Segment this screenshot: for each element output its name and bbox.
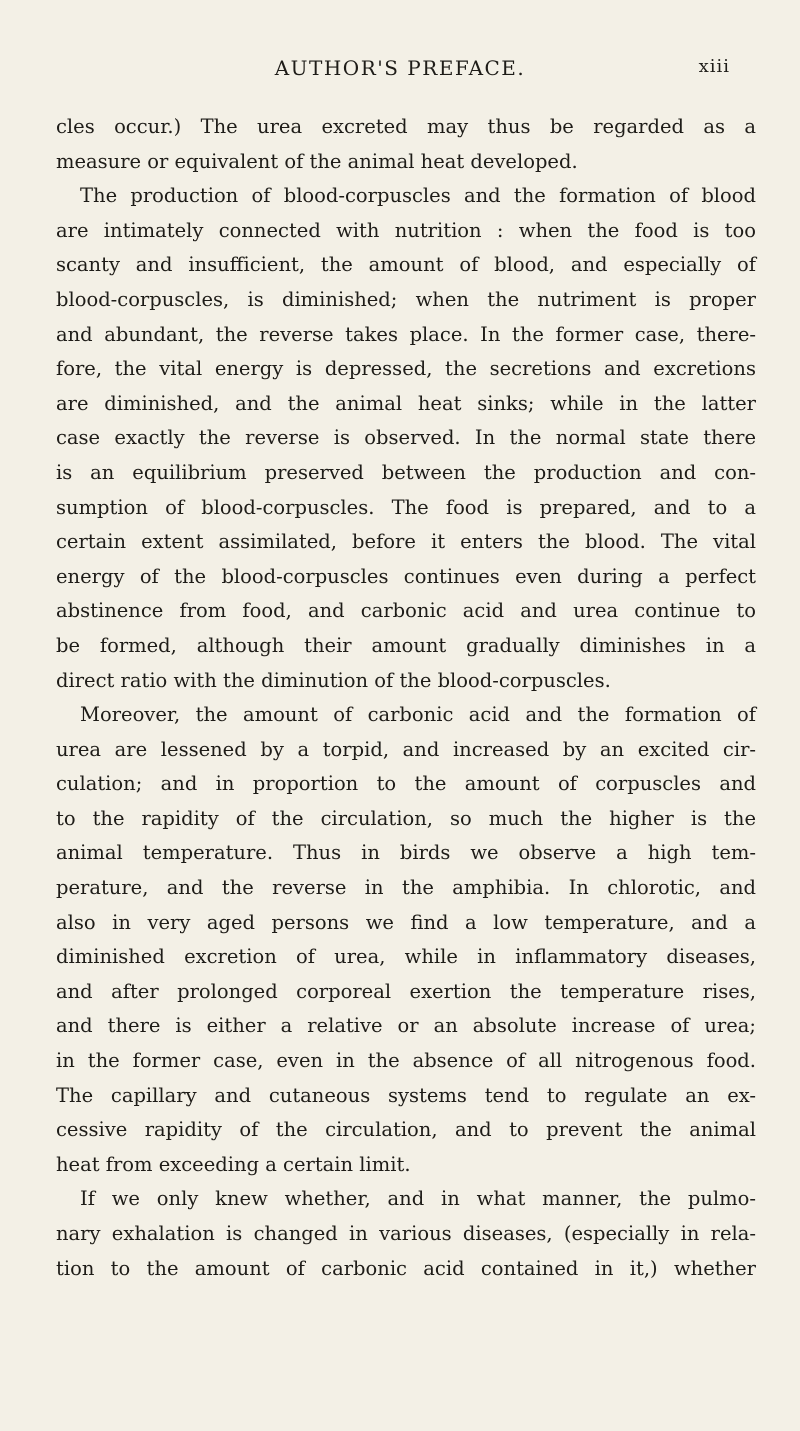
- text-line: perature, and the reverse in the amphibia. In chlorotic, and: [56, 876, 756, 900]
- text-line: are diminished, and the animal heat sinks; while in the latter: [56, 391, 756, 415]
- text-line: fore, the vital energy is depressed, the secretions and excretions: [56, 357, 756, 381]
- text-line: be formed, although their amount gradually diminishes in a: [56, 633, 756, 657]
- text-line: The capillary and cutaneous systems tend to regulate an ex-: [56, 1083, 756, 1107]
- text-line: energy of the blood-corpuscles continues even during a perfect: [56, 564, 756, 588]
- text-line: certain extent assimilated, before it enters the blood. The vital: [56, 530, 756, 554]
- text-line: to the rapidity of the circulation, so much the higher is the: [56, 806, 756, 830]
- text-line: and after prolonged corporeal exertion the temperature rises,: [56, 979, 756, 1003]
- text-line: culation; and in proportion to the amount of corpuscles and: [56, 772, 756, 796]
- page-header: [0, 48, 800, 88]
- text-line: Moreover, the amount of carbonic acid and the formation of: [80, 703, 756, 727]
- text-line: cles occur.) The urea excreted may thus be regarded as a: [56, 115, 756, 138]
- text-line: The production of blood-corpuscles and the formation of blood: [80, 184, 756, 208]
- text-line: sumption of blood-corpuscles. The food is prepared, and to a: [56, 495, 756, 519]
- text-line: tion to the amount of carbonic acid contained in it,) whether: [56, 1256, 756, 1280]
- text-line: nary exhalation is changed in various diseases, (especially in rela-: [56, 1222, 756, 1245]
- text-line: measure or equivalent of the animal heat developed.: [56, 149, 578, 173]
- running-head: AUTHOR'S PREFACE.: [274, 56, 526, 80]
- body-text: [56, 110, 756, 1286]
- text-line: blood-corpuscles, is diminished; when the nutriment is proper: [56, 287, 756, 311]
- text-line: urea are lessened by a torpid, and increased by an excited cir-: [56, 737, 756, 761]
- text-line: animal temperature. Thus in birds we observe a high tem-: [56, 841, 756, 865]
- page-number: xiii: [698, 56, 730, 77]
- text-line: If we only knew whether, and in what manner, the pulmo-: [80, 1187, 756, 1211]
- text-line: are intimately connected with nutrition : when the food is too: [56, 218, 756, 242]
- text-line: case exactly the reverse is observed. In the normal state there: [56, 426, 756, 450]
- text-line: also in very aged persons we find a low temperature, and a: [56, 910, 756, 934]
- text-line: in the former case, even in the absence of all nitrogenous food.: [56, 1049, 756, 1073]
- text-line: and abundant, the reverse takes place. In the former case, there-: [56, 322, 756, 346]
- text-line: direct ratio with the diminution of the blood-corpuscles.: [56, 668, 611, 692]
- text-line: is an equilibrium preserved between the production and con-: [56, 460, 756, 484]
- text-line: heat from exceeding a certain limit.: [56, 1152, 411, 1176]
- text-line: abstinence from food, and carbonic acid and urea continue to: [56, 599, 756, 623]
- text-line: scanty and insufficient, the amount of blood, and especially of: [56, 253, 756, 277]
- text-line: and there is either a relative or an absolute increase of urea;: [56, 1014, 756, 1038]
- text-line: diminished excretion of urea, while in inflammatory diseases,: [56, 945, 756, 969]
- text-line: cessive rapidity of the circulation, and to prevent the animal: [56, 1118, 756, 1142]
